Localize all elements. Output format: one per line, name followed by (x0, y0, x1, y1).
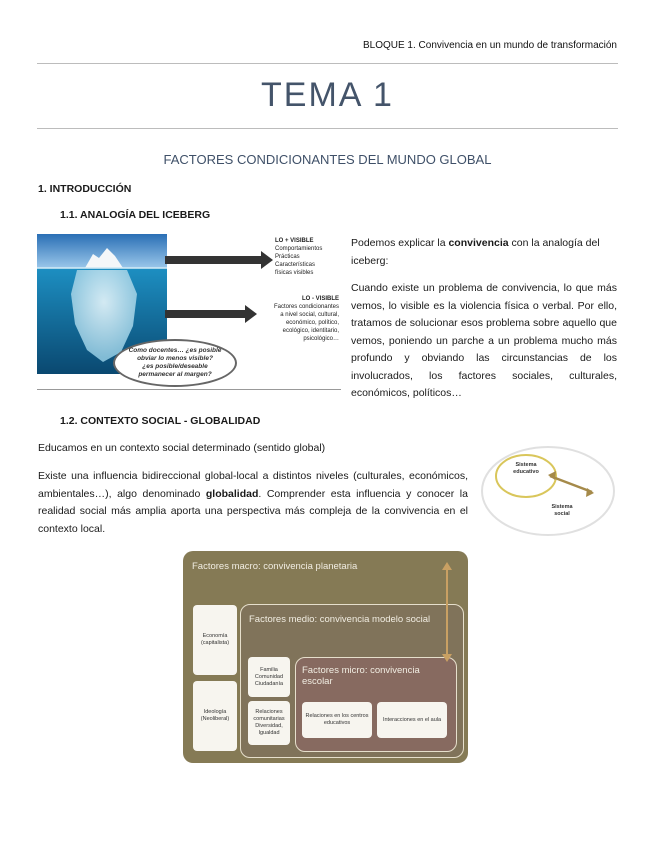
medio-box-text: Igualdad (258, 730, 280, 736)
iceberg-figure (37, 234, 341, 391)
iceberg-arrows (165, 246, 275, 326)
iceberg-baseline (37, 389, 341, 390)
systems-outer-label-line: social (554, 511, 570, 517)
macro-box-text: Economía (202, 633, 228, 639)
iceberg-question-line: Como docentes… ¿es posible (128, 347, 222, 354)
header-divider (37, 63, 618, 64)
context-bold: globalidad (205, 487, 259, 500)
systems-diagram-graphic (480, 444, 618, 538)
systems-inner-label (508, 462, 544, 476)
medio-box-text: Diversidad, (255, 723, 283, 729)
iceberg-hidden-block (263, 295, 339, 343)
page-title: TEMA 1 (261, 76, 394, 114)
micro-box-text: Relaciones en los centros (305, 713, 369, 719)
medio-box-relaciones (248, 701, 290, 745)
section-heading-introduccion: 1. INTRODUCCIÓN (38, 183, 132, 195)
title-divider (37, 128, 618, 129)
micro-box-relaciones (302, 702, 372, 738)
iceberg-visible-block (275, 237, 322, 277)
systems-diagram (480, 444, 618, 538)
subsection-heading-contexto: 1.2. CONTEXTO SOCIAL - GLOBALIDAD (60, 415, 261, 427)
iceberg-hidden-item: ecológico, identitario, (282, 328, 339, 334)
factors-micro-label-line: Factores micro: convivencia (302, 665, 420, 676)
systems-inner-label-line: educativo (513, 469, 539, 475)
macro-box-text: (Neoliberal) (200, 716, 230, 722)
micro-box-text: educativos (323, 720, 351, 726)
iceberg-question-line: permanecer al margen? (138, 371, 212, 378)
medio-box-text: Familia (260, 666, 278, 673)
iceberg-hidden-item: psicológico… (303, 336, 339, 342)
iceberg-visible-title: LO + VISIBLE (275, 238, 314, 244)
iceberg-question-line: obviar lo menos visible? (137, 355, 213, 362)
medio-box-text: Relaciones (255, 709, 283, 715)
iceberg-question-circle (113, 339, 237, 387)
iceberg-hidden-title: LO - VISIBLE (301, 296, 339, 302)
iceberg-intro-paragraph (351, 235, 617, 270)
factors-macro-label: Factores macro: convivencia planetaria (192, 561, 358, 572)
medio-box-familia (248, 657, 290, 697)
context-paragraph-2 (38, 468, 468, 538)
macro-box-text: Ideología (203, 709, 227, 715)
iceberg-visible-item: Comportamientos (275, 246, 323, 252)
medio-box-text: comunitarias (253, 716, 285, 722)
factors-bidirectional-arrow (441, 562, 453, 662)
micro-box-text: Interacciones en el aula (382, 716, 442, 723)
macro-box-economia (193, 605, 237, 675)
context-paragraph-1: Educamos en un contexto social determinado (sentido global) (38, 442, 326, 454)
running-header: BLOQUE 1. Convivencia en un mundo de transformación (362, 40, 617, 51)
context-text-end: . Comprender esta influencia y conocer la realidad social más amplia aporta una perspectiva más compleja de la convivencia en el contexto local. (38, 487, 468, 535)
subsection-heading-iceberg: 1.1. ANALOGÍA DEL ICEBERG (60, 209, 211, 221)
micro-box-interacciones (377, 702, 447, 738)
factors-micro-box (295, 657, 457, 752)
macro-box-ideologia (193, 681, 237, 751)
iceberg-hidden-item: económico, político, (285, 320, 339, 326)
systems-outer-label (544, 504, 580, 518)
iceberg-hidden-item: Factores condicionantes (273, 304, 339, 310)
iceberg-visible-item: físicas visibles (275, 270, 314, 276)
iceberg-explanation-paragraph: Cuando existe un problema de convivencia, lo que más vemos, lo visible es la violencia física o verbal. Por ello, tratamos de solucionar esos problema sobre aquello que vemos, poniendo un parche a un problema mucho más profundo y obviando las circunstancias de los involucrados, los factores sociales, culturales, económicos, políticos… (351, 282, 617, 399)
iceberg-question-line: ¿es posible/deseable (142, 363, 208, 370)
iceberg-visible-item: Características (275, 262, 316, 268)
iceberg-visible-item: Prácticas (275, 254, 300, 260)
iceberg-intro-text: Podemos explicar la (351, 237, 449, 249)
medio-box-text: Ciudadanía (254, 680, 284, 687)
iceberg-hidden-item: a nivel social, cultural, (280, 312, 339, 318)
iceberg-intro-bold: convivencia (448, 237, 509, 249)
context-text: Existe una influencia bidireccional global-local a distintos niveles (culturales, económicos, ambientales…), algo denominado (38, 470, 468, 500)
iceberg-intro-text-end: con la analogía del iceberg: (351, 237, 600, 267)
factors-micro-label (302, 665, 420, 687)
factors-micro-label-line: escolar (302, 676, 333, 687)
factors-medio-label: Factores medio: convivencia modelo social (249, 614, 431, 625)
systems-inner-label-line: Sistema (515, 462, 537, 468)
page-subtitle: FACTORES CONDICIONANTES DEL MUNDO GLOBAL (163, 152, 492, 167)
medio-box-text: Comunidad (254, 673, 284, 680)
macro-box-text: (capitalista) (200, 640, 230, 646)
systems-outer-label-line: Sistema (551, 504, 573, 510)
